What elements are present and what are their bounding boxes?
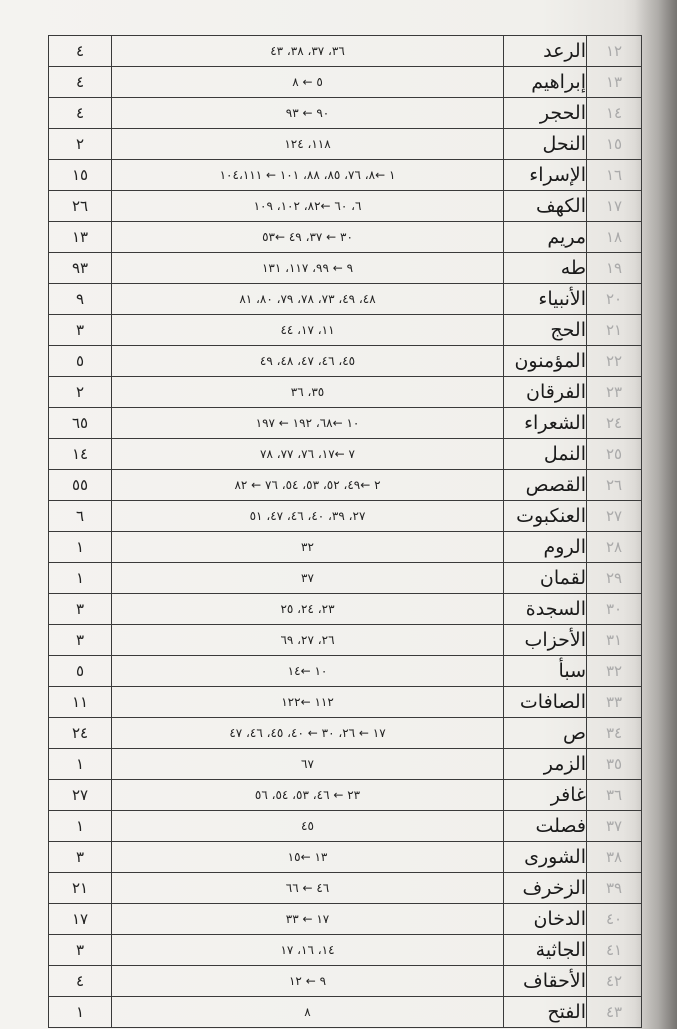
sura-name: المؤمنون	[504, 346, 587, 377]
sura-name: الجاثية	[504, 935, 587, 966]
verse-count: ١	[49, 997, 112, 1028]
verse-count: ٤	[49, 98, 112, 129]
verse-count: ٣	[49, 594, 112, 625]
sura-name: الزخرف	[504, 873, 587, 904]
sura-name: الروم	[504, 532, 587, 563]
verse-count: ٢٧	[49, 780, 112, 811]
table-row	[49, 594, 642, 625]
verse-count: ٦٥	[49, 408, 112, 439]
table-row	[49, 718, 642, 749]
verse-count: ١	[49, 532, 112, 563]
sura-name: الزمر	[504, 749, 587, 780]
verse-list: ٢٦، ٢٧، ٦٩	[112, 625, 504, 656]
table-row	[49, 935, 642, 966]
verse-count: ٤	[49, 67, 112, 98]
verse-list: ٤٨، ٤٩، ٧٣، ٧٨، ٧٩، ٨٠، ٨١	[112, 284, 504, 315]
table-row	[49, 811, 642, 842]
sura-number: ٣٤	[587, 718, 642, 749]
sura-name: غافر	[504, 780, 587, 811]
verse-count: ٥	[49, 346, 112, 377]
table-row	[49, 656, 642, 687]
verse-list: ٣٧	[112, 563, 504, 594]
sura-number: ٣٨	[587, 842, 642, 873]
verse-list: ١٧ ← ٢٦، ٣٠ ← ٤٠، ٤٥، ٤٦، ٤٧	[112, 718, 504, 749]
verses-table	[48, 35, 642, 1028]
verse-list: ١٤، ١٦، ١٧	[112, 935, 504, 966]
table-row	[49, 470, 642, 501]
sura-number: ١٣	[587, 67, 642, 98]
table-row	[49, 842, 642, 873]
table-row	[49, 129, 642, 160]
verse-list: ١٣ ←١٥	[112, 842, 504, 873]
table-row	[49, 873, 642, 904]
sura-number: ١٨	[587, 222, 642, 253]
sura-name: الحجر	[504, 98, 587, 129]
sura-number: ٣٦	[587, 780, 642, 811]
table-row	[49, 687, 642, 718]
table-row	[49, 532, 642, 563]
sura-number: ٢٦	[587, 470, 642, 501]
verse-list: ٨	[112, 997, 504, 1028]
verse-list: ١٠ ←١٤	[112, 656, 504, 687]
verse-list: ٩ ← ١٢	[112, 966, 504, 997]
table-row	[49, 315, 642, 346]
table-row	[49, 284, 642, 315]
verse-list: ١٧ ← ٣٣	[112, 904, 504, 935]
table-row	[49, 377, 642, 408]
table-row	[49, 346, 642, 377]
sura-number: ٣٢	[587, 656, 642, 687]
verse-list: ٩٠ ← ٩٣	[112, 98, 504, 129]
sura-name: الكهف	[504, 191, 587, 222]
sura-number: ٢٤	[587, 408, 642, 439]
sura-number: ١٩	[587, 253, 642, 284]
sura-number: ٢٠	[587, 284, 642, 315]
table-row	[49, 67, 642, 98]
table-row	[49, 625, 642, 656]
verse-list: ١١، ١٧، ٤٤	[112, 315, 504, 346]
verse-list: ٥ ← ٨	[112, 67, 504, 98]
sura-number: ٤١	[587, 935, 642, 966]
verse-count: ١٧	[49, 904, 112, 935]
sura-number: ١٢	[587, 36, 642, 67]
table-row	[49, 904, 642, 935]
verse-count: ٢١	[49, 873, 112, 904]
verse-count: ٤	[49, 36, 112, 67]
verse-list: ١١٢ ←١٢٢	[112, 687, 504, 718]
sura-number: ١٧	[587, 191, 642, 222]
table-row	[49, 439, 642, 470]
table-row	[49, 501, 642, 532]
sura-name: الفتح	[504, 997, 587, 1028]
sura-name: سبأ	[504, 656, 587, 687]
verse-list: ٦٧	[112, 749, 504, 780]
verse-list: ٣٦، ٣٧، ٣٨، ٤٣	[112, 36, 504, 67]
sura-number: ٣٩	[587, 873, 642, 904]
verse-list: ١١٨، ١٢٤	[112, 129, 504, 160]
verse-count: ٩٣	[49, 253, 112, 284]
sura-name: مريم	[504, 222, 587, 253]
sura-number: ٢٣	[587, 377, 642, 408]
verse-list: ٢ ←٤٩، ٥٢، ٥٣، ٥٤، ٧٦ ← ٨٢	[112, 470, 504, 501]
verse-count: ٤	[49, 966, 112, 997]
sura-number: ٣٠	[587, 594, 642, 625]
sura-number: ٢٥	[587, 439, 642, 470]
table-row	[49, 780, 642, 811]
sura-name: الأنبياء	[504, 284, 587, 315]
sura-name: الدخان	[504, 904, 587, 935]
verse-list: ٤٥	[112, 811, 504, 842]
verse-count: ٢٤	[49, 718, 112, 749]
verse-count: ٣	[49, 935, 112, 966]
sura-name: الرعد	[504, 36, 587, 67]
verse-list: ٣٢	[112, 532, 504, 563]
verse-list: ٢٣ ← ٤٦، ٥٣، ٥٤، ٥٦	[112, 780, 504, 811]
verse-count: ١١	[49, 687, 112, 718]
verse-count: ٥	[49, 656, 112, 687]
verse-count: ١	[49, 811, 112, 842]
sura-number: ٢٩	[587, 563, 642, 594]
verse-list: ١٠ ←٦٨، ١٩٢ ← ١٩٧	[112, 408, 504, 439]
verse-count: ١٥	[49, 160, 112, 191]
table-row	[49, 253, 642, 284]
page-gutter-shadow	[635, 0, 677, 1029]
verse-list: ٦، ٦٠ ←٨٢، ١٠٢، ١٠٩	[112, 191, 504, 222]
sura-name: لقمان	[504, 563, 587, 594]
sura-name: إبراهيم	[504, 67, 587, 98]
table-row	[49, 160, 642, 191]
table-row	[49, 997, 642, 1028]
table-row	[49, 191, 642, 222]
table-body	[49, 36, 642, 1028]
verse-count: ٣	[49, 842, 112, 873]
sura-name: السجدة	[504, 594, 587, 625]
verse-count: ٢	[49, 377, 112, 408]
sura-name: النحل	[504, 129, 587, 160]
table-row	[49, 98, 642, 129]
sura-number: ٣٧	[587, 811, 642, 842]
verse-list: ٢٧، ٣٩، ٤٠، ٤٦، ٤٧، ٥١	[112, 501, 504, 532]
sura-number: ٢٧	[587, 501, 642, 532]
sura-number: ٢٨	[587, 532, 642, 563]
sura-number: ١٥	[587, 129, 642, 160]
sura-number: ٢١	[587, 315, 642, 346]
verse-list: ٣٠ ← ٣٧، ٤٩ ←٥٣	[112, 222, 504, 253]
table-row	[49, 966, 642, 997]
sura-name: الشعراء	[504, 408, 587, 439]
table-row	[49, 749, 642, 780]
sura-name: الأحقاف	[504, 966, 587, 997]
verse-list: ٧ ←١٧، ٧٦، ٧٧، ٧٨	[112, 439, 504, 470]
sura-name: فصلت	[504, 811, 587, 842]
sura-name: العنكبوت	[504, 501, 587, 532]
verse-count: ١٤	[49, 439, 112, 470]
verse-count: ٢٦	[49, 191, 112, 222]
sura-number: ٤٢	[587, 966, 642, 997]
table-row	[49, 36, 642, 67]
sura-name: النمل	[504, 439, 587, 470]
sura-number: ٣٥	[587, 749, 642, 780]
sura-number: ١٦	[587, 160, 642, 191]
verse-count: ٢	[49, 129, 112, 160]
sura-number: ٤٣	[587, 997, 642, 1028]
sura-name: الأحزاب	[504, 625, 587, 656]
verse-list: ٩ ← ٩٩، ١١٧، ١٣١	[112, 253, 504, 284]
sura-number: ٢٢	[587, 346, 642, 377]
sura-name: القصص	[504, 470, 587, 501]
verse-count: ١	[49, 749, 112, 780]
verse-count: ١٣	[49, 222, 112, 253]
sura-number: ٤٠	[587, 904, 642, 935]
verse-count: ١	[49, 563, 112, 594]
sura-name: الحج	[504, 315, 587, 346]
verse-count: ٥٥	[49, 470, 112, 501]
sura-number: ٣٣	[587, 687, 642, 718]
sura-name: الإسراء	[504, 160, 587, 191]
verse-list: ٣٥، ٣٦	[112, 377, 504, 408]
verse-count: ٣	[49, 625, 112, 656]
verse-list: ٢٣، ٢٤، ٢٥	[112, 594, 504, 625]
sura-name: الصافات	[504, 687, 587, 718]
verse-list: ١ ←٨، ٧٦، ٨٥، ٨٨، ١٠١ ← ١٠٤،١١١	[112, 160, 504, 191]
table-row	[49, 563, 642, 594]
verse-count: ٩	[49, 284, 112, 315]
table-row	[49, 408, 642, 439]
sura-name: طه	[504, 253, 587, 284]
sura-name: الشورى	[504, 842, 587, 873]
verse-count: ٣	[49, 315, 112, 346]
sura-name: الفرقان	[504, 377, 587, 408]
verse-list: ٤٥، ٤٦، ٤٧، ٤٨، ٤٩	[112, 346, 504, 377]
verse-list: ٤٦ ← ٦٦	[112, 873, 504, 904]
sura-number: ٣١	[587, 625, 642, 656]
sura-number: ١٤	[587, 98, 642, 129]
sura-name: ص	[504, 718, 587, 749]
table-row	[49, 222, 642, 253]
verse-count: ٦	[49, 501, 112, 532]
